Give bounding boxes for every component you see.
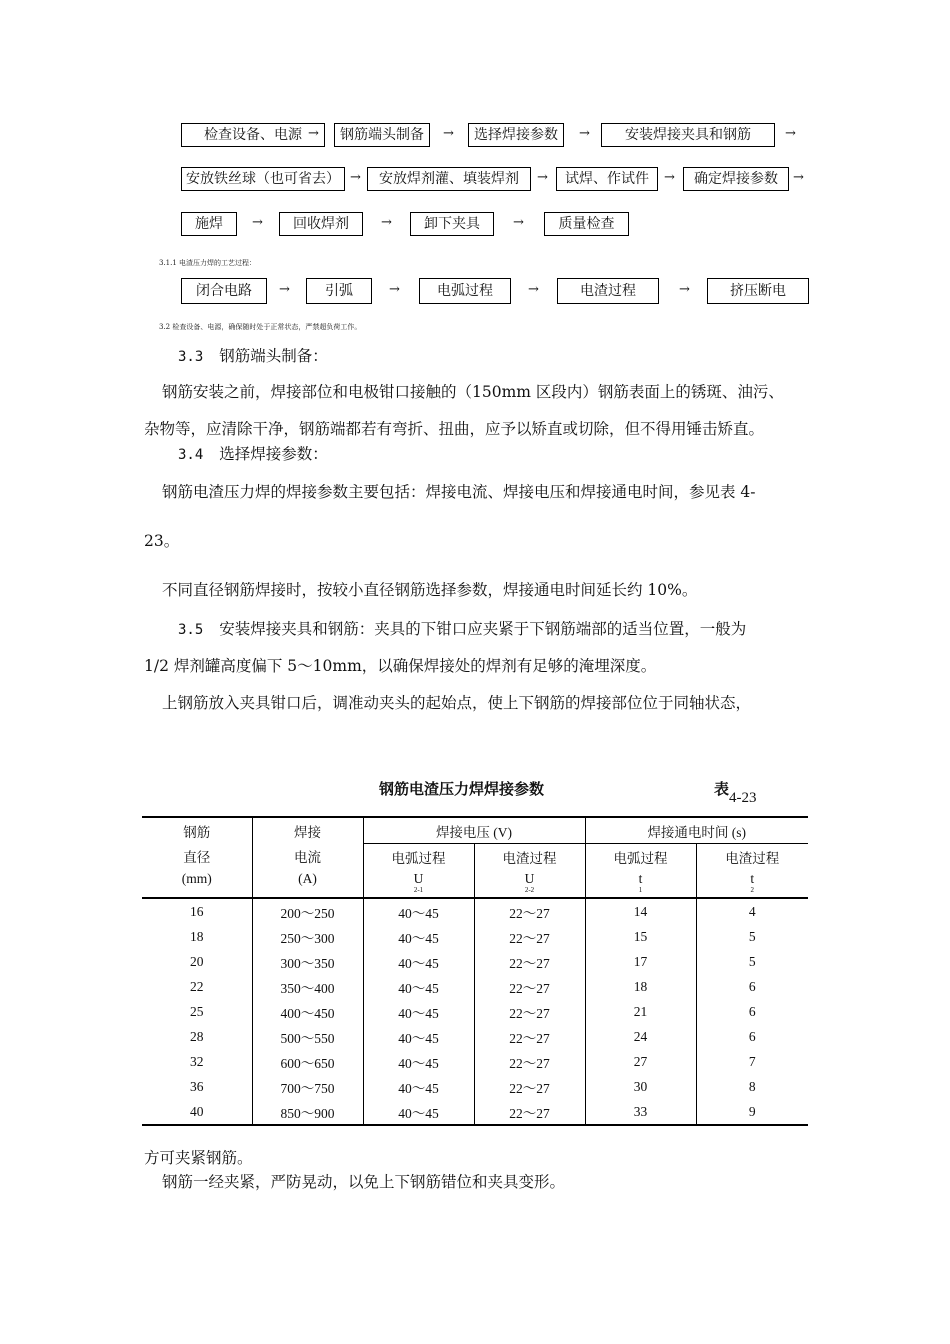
table-cell: 6 xyxy=(696,974,808,999)
table-cell: 5 xyxy=(696,924,808,949)
table-cell: 16 xyxy=(190,903,204,919)
table-cell: 18 xyxy=(190,928,204,944)
flow-step-confirm-params: 确定焊接参数 xyxy=(683,167,789,191)
flow-step-install-clamp: 安装焊接夹具和钢筋 xyxy=(601,123,775,147)
welding-parameter-table xyxy=(142,816,808,1126)
flow-step-arc-process: 电弧过程 xyxy=(419,278,511,304)
table-cell: 15 xyxy=(585,924,696,949)
table-cell: 22～27 xyxy=(474,1099,585,1125)
table-label-prefix: 表 xyxy=(714,780,730,798)
flow-arrow: → xyxy=(389,282,400,297)
table-row xyxy=(142,1049,808,1074)
table-cell: 40～45 xyxy=(363,1049,474,1074)
flow-arrow: → xyxy=(381,215,392,230)
paragraph-line: 不同直径钢筋焊接时，按较小直径钢筋选择参数，焊接通电时间延长约 10%。 xyxy=(162,581,698,599)
table-cell: 200～250 xyxy=(252,898,363,924)
subscript: 2 xyxy=(750,886,754,894)
table-cell: 600～650 xyxy=(252,1049,363,1074)
flow-step-rebar-end-prep: 钢筋端头制备 xyxy=(334,123,430,147)
table-row xyxy=(142,974,808,999)
section-number: 3.4 xyxy=(178,447,204,463)
table-row xyxy=(142,1074,808,1099)
flow-step-weld: 施焊 xyxy=(181,212,237,236)
symbol: U xyxy=(413,871,424,886)
flow-arrow: → xyxy=(513,215,524,230)
table-cell: 22～27 xyxy=(474,924,585,949)
flow-step-close-circuit: 闭合电路 xyxy=(181,278,267,304)
table-cell: 500～550 xyxy=(252,1024,363,1049)
flow-arrow: → xyxy=(443,126,454,141)
flow-step-recover-flux: 回收焊剂 xyxy=(279,212,363,236)
section-3-5-paragraph xyxy=(178,617,746,639)
table-cell: 24 xyxy=(585,1024,696,1049)
table-row xyxy=(142,999,808,1024)
header-symbol-u21 xyxy=(363,869,474,898)
table-cell: 22～27 xyxy=(474,1024,585,1049)
flow-arrow: → xyxy=(350,170,361,185)
header-current: 焊接 xyxy=(252,817,363,844)
paragraph-text: 安装焊接夹具和钢筋：夹具的下钳口应夹紧于下钢筋端部的适当位置，一般为 xyxy=(219,620,747,638)
flow-arrow: → xyxy=(537,170,548,185)
paragraph-line: 钢筋电渣压力焊的焊接参数主要包括：焊接电流、焊接电压和焊接通电时间，参见表 4- xyxy=(162,483,756,501)
table-cell: 33 xyxy=(585,1099,696,1125)
table-cell: 22～27 xyxy=(474,974,585,999)
table-cell: 40～45 xyxy=(363,999,474,1024)
table-cell: 28 xyxy=(190,1028,204,1044)
flow-step-wire-ball: 安放铁丝球（也可省去） xyxy=(181,167,345,191)
header-current-unit: (A) xyxy=(252,869,363,898)
symbol: U xyxy=(524,871,535,886)
section-number: 3.3 xyxy=(178,349,204,365)
header-slag-voltage: 电渣过程 xyxy=(474,844,585,870)
flow-step-slag-process: 电渣过程 xyxy=(557,278,659,304)
section-title: 钢筋端头制备： xyxy=(219,347,328,365)
table-cell: 40～45 xyxy=(363,974,474,999)
section-title: 选择焊接参数： xyxy=(219,445,328,463)
table-cell: 40～45 xyxy=(363,949,474,974)
header-diameter: 直径 xyxy=(183,850,211,866)
table-cell: 21 xyxy=(585,999,696,1024)
flow-arrow: → xyxy=(664,170,675,185)
table-cell: 40～45 xyxy=(363,924,474,949)
flow-arrow: → xyxy=(308,126,319,141)
table-cell: 5 xyxy=(696,949,808,974)
table-row xyxy=(142,898,808,924)
header-slag-time: 电渣过程 xyxy=(696,844,808,870)
flow-step-quality-check: 质量检查 xyxy=(544,212,629,236)
table-cell: 40～45 xyxy=(363,898,474,924)
table-cell: 350～400 xyxy=(252,974,363,999)
table-cell: 17 xyxy=(585,949,696,974)
table-cell: 22 xyxy=(190,978,204,994)
table-cell: 850～900 xyxy=(252,1099,363,1125)
table-body xyxy=(142,898,808,1125)
table-cell: 700～750 xyxy=(252,1074,363,1099)
table-cell: 8 xyxy=(696,1074,808,1099)
section-3-4-heading xyxy=(178,442,328,464)
header-diameter-unit: (mm) xyxy=(142,869,252,898)
symbol: t xyxy=(750,871,755,886)
flow-arrow: → xyxy=(528,282,539,297)
flow-step-remove-clamp: 卸下夹具 xyxy=(410,212,494,236)
table-cell: 300～350 xyxy=(252,949,363,974)
header-time: 焊接通电时间 (s) xyxy=(585,817,808,844)
table-cell: 40～45 xyxy=(363,1074,474,1099)
paragraph-line: 方可夹紧钢筋。 xyxy=(144,1149,253,1167)
paragraph-line: 1/2 焊剂罐高度偏下 5～10mm，以确保焊接处的焊剂有足够的淹埋深度。 xyxy=(144,657,657,675)
table-cell: 250～300 xyxy=(252,924,363,949)
table-cell: 40～45 xyxy=(363,1099,474,1125)
table-cell: 7 xyxy=(696,1049,808,1074)
table-cell: 22～27 xyxy=(474,1049,585,1074)
table-cell: 18 xyxy=(585,974,696,999)
flow-step-flux-fill: 安放焊剂灌、填装焊剂 xyxy=(367,167,531,191)
paragraph-line: 上钢筋放入夹具钳口后，调准动夹头的起始点，使上下钢筋的焊接部位位于同轴状态， xyxy=(162,694,752,712)
flow-arrow: → xyxy=(279,282,290,297)
table-cell: 22～27 xyxy=(474,898,585,924)
symbol: t xyxy=(638,871,643,886)
paragraph-line: 钢筋一经夹紧，严防晃动，以免上下钢筋错位和夹具变形。 xyxy=(162,1173,566,1191)
table-cell: 32 xyxy=(190,1053,204,1069)
table-cell: 4 xyxy=(696,898,808,924)
table-cell: 6 xyxy=(696,1024,808,1049)
table-row xyxy=(142,924,808,949)
table-cell: 400～450 xyxy=(252,999,363,1024)
flow-arrow: → xyxy=(579,126,590,141)
table-label xyxy=(714,778,757,806)
table-cell: 22～27 xyxy=(474,949,585,974)
equipment-note: 3.2 检查设备、电源，确保随时处于正常状态，严禁超负荷工作。 xyxy=(159,323,362,331)
table-row xyxy=(142,1024,808,1049)
header-arc-time: 电弧过程 xyxy=(585,844,696,870)
subscript: 2-2 xyxy=(524,886,535,894)
header-symbol-u22 xyxy=(474,869,585,898)
table-cell: 9 xyxy=(696,1099,808,1125)
table-cell: 36 xyxy=(190,1078,204,1094)
flow-arrow: → xyxy=(679,282,690,297)
paragraph-line: 23。 xyxy=(144,532,180,550)
flow-step-check-equipment: 检查设备、电源 xyxy=(181,123,325,147)
flow-arrow: → xyxy=(252,215,263,230)
paragraph-line: 钢筋安装之前，焊接部位和电极钳口接触的（150mm 区段内）钢筋表面上的锈斑、油污、 xyxy=(162,383,784,401)
flow-step-arc-start: 引弧 xyxy=(306,278,372,304)
flow-arrow: → xyxy=(793,170,804,185)
flow-step-select-params: 选择焊接参数 xyxy=(468,123,564,147)
table-row xyxy=(142,949,808,974)
header-symbol-t1 xyxy=(585,869,696,898)
table-cell: 6 xyxy=(696,999,808,1024)
table-label-number: 4-23 xyxy=(729,790,757,806)
header-arc-voltage: 电弧过程 xyxy=(363,844,474,870)
table-title: 钢筋电渣压力焊焊接参数 xyxy=(379,780,545,798)
table-cell: 22～27 xyxy=(474,999,585,1024)
section-3-3-heading xyxy=(178,344,328,366)
table-cell: 40 xyxy=(142,1099,252,1125)
paragraph-line: 杂物等，应清除干净，钢筋端都若有弯折、扭曲，应予以矫直或切除，但不得用锤击矫直。 xyxy=(144,420,765,438)
table-row xyxy=(142,1099,808,1125)
flow-arrow: → xyxy=(785,126,796,141)
header-current: 电流 xyxy=(252,844,363,870)
header-voltage: 焊接电压 (V) xyxy=(363,817,585,844)
subscript: 1 xyxy=(638,886,643,894)
table-cell: 14 xyxy=(585,898,696,924)
subscript: 2-1 xyxy=(413,886,424,894)
table-cell: 40～45 xyxy=(363,1024,474,1049)
header-symbol-t2 xyxy=(696,869,808,898)
table-cell: 30 xyxy=(585,1074,696,1099)
header-diameter: 钢筋 xyxy=(142,817,252,844)
table-cell: 27 xyxy=(585,1049,696,1074)
section-number: 3.5 xyxy=(178,622,204,638)
table-cell: 22～27 xyxy=(474,1074,585,1099)
flow-step-press-power-off: 挤压断电 xyxy=(707,278,809,304)
process-note: 3.1.1 电渣压力焊的工艺过程： xyxy=(159,259,257,267)
table-cell: 20 xyxy=(190,953,204,969)
table-cell: 25 xyxy=(190,1003,204,1019)
flow-step-trial-weld: 试焊、作试件 xyxy=(556,167,658,191)
